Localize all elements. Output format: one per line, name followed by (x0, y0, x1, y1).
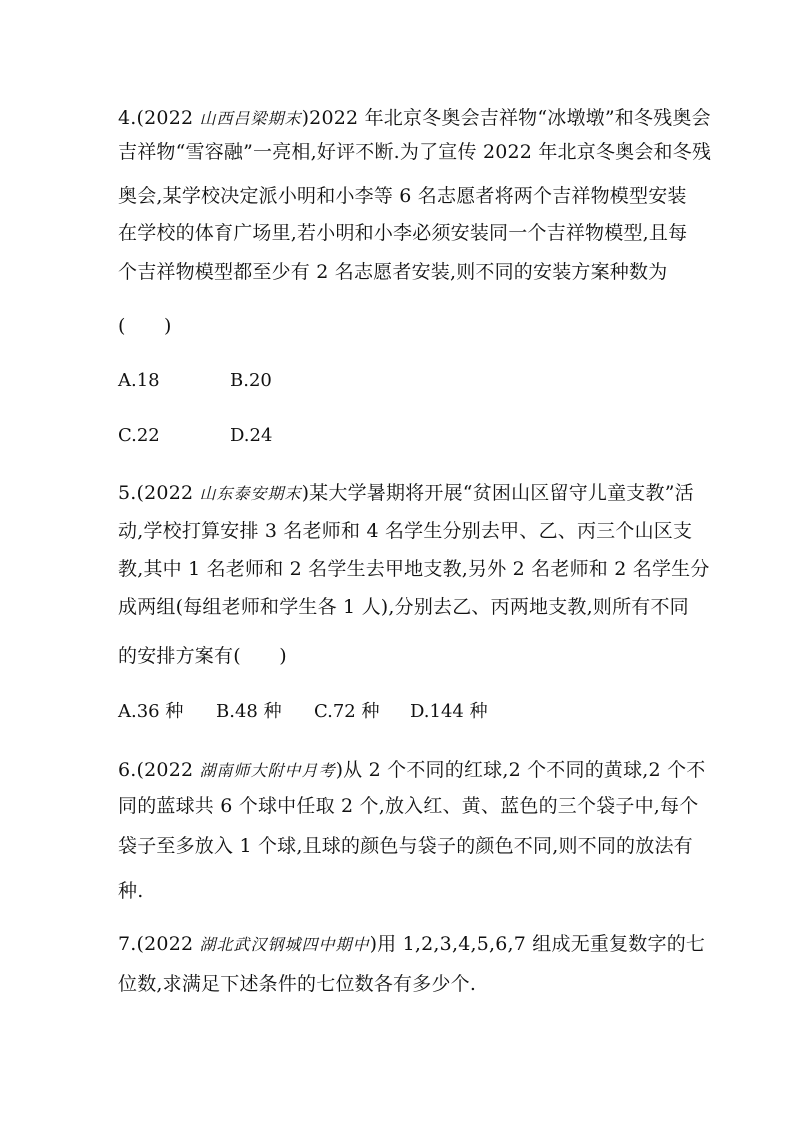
q4-line-1-text: )2022 年北京冬奥会吉祥物“冰墩墩”和冬残奥会 (301, 107, 711, 129)
q6-line-1-text: )从 2 个不同的红球,2 个不同的黄球,2 个不 (335, 759, 706, 781)
q4-line-5: 个吉祥物模型都至少有 2 名志愿者安装,则不同的安装方案种数为 (118, 261, 668, 283)
q7-line-2: 位数,求满足下述条件的七位数各有多少个. (118, 973, 477, 995)
q5-option-c: C.72 种 (314, 701, 380, 722)
q7-number: 7.(2022 (118, 933, 200, 955)
q4-option-d: D.24 (230, 425, 273, 446)
q6-source: 湖南师大附中月考 (199, 761, 336, 780)
q5-line-1 (118, 481, 694, 506)
q6-line-3: 袋子至多放入 1 个球,且球的颜色与袋子的颜色不同,则不同的放法有 (118, 835, 693, 857)
q4-line-4: 在学校的体育广场里,若小明和小李必须安装同一个吉祥物模型,且每 (118, 222, 688, 244)
q5-line-3: 教,其中 1 名老师和 2 名学生去甲地支教,另外 2 名老师和 2 名学生分 (118, 558, 710, 580)
q5-line-1-text: )某大学暑期将开展“贫困山区留守儿童支教”活 (301, 482, 694, 504)
q4-answer-paren: ( ) (118, 315, 172, 337)
q5-source: 山东泰安期末 (199, 484, 302, 503)
q5-line-2: 动,学校打算安排 3 名老师和 4 名学生分别去甲、乙、丙三个山区支 (118, 520, 693, 542)
q7-source: 湖北武汉钢城四中期中 (199, 935, 370, 954)
q4-line-1 (118, 106, 711, 131)
q7-line-1-text: )用 1,2,3,4,5,6,7 组成无重复数字的七 (369, 933, 706, 955)
q5-number: 5.(2022 (118, 482, 200, 504)
q6-line-1 (118, 758, 705, 783)
q4-line-2: 吉祥物“雪容融”一亮相,好评不断.为了宣传 2022 年北京冬奥会和冬残 (118, 141, 712, 163)
q4-option-c: C.22 (118, 425, 160, 446)
q4-number: 4.(2022 (118, 107, 200, 129)
q5-option-a: A.36 种 (118, 701, 184, 722)
q6-line-2: 同的蓝球共 6 个球中任取 2 个,放入红、黄、蓝色的三个袋子中,每个 (118, 795, 699, 817)
q5-line-4: 成两组(每组老师和学生各 1 人),分别去乙、丙两地支教,则所有不同 (118, 596, 689, 618)
q4-line-3: 奥会,某学校决定派小明和小李等 6 名志愿者将两个吉祥物模型安装 (118, 185, 687, 207)
q5-option-d: D.144 种 (410, 701, 488, 722)
q5-line-5: 的安排方案有( ) (118, 645, 287, 667)
q4-option-a: A.18 (118, 370, 160, 391)
q6-line-4: 种. (118, 880, 144, 902)
q5-option-b: B.48 种 (216, 701, 282, 722)
q7-line-1 (118, 932, 705, 957)
q4-option-b: B.20 (230, 370, 272, 391)
q4-source: 山西吕梁期末 (199, 109, 302, 128)
q6-number: 6.(2022 (118, 759, 200, 781)
